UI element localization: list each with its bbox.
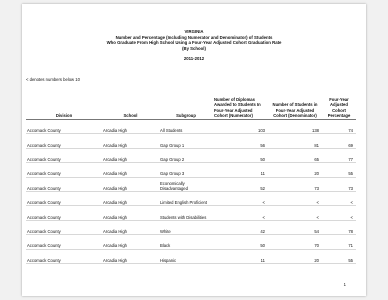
- cell-numerator: <: [213, 206, 268, 220]
- cell-denominator: <: [268, 191, 322, 205]
- cell-school: Arcadia High: [102, 177, 159, 191]
- cell-percentage: <: [322, 191, 356, 205]
- header-row: [26, 84, 356, 120]
- cell-subgroup: Students with Disabilities: [159, 206, 213, 220]
- cell-school: Arcadia High: [102, 148, 159, 162]
- cell-school: Arcadia High: [102, 206, 159, 220]
- cell-numerator: 52: [213, 177, 268, 191]
- cell-subgroup: Hispanic: [159, 249, 213, 263]
- cell-percentage: 77: [322, 148, 356, 162]
- table-row: [26, 191, 356, 205]
- cell-denominator: 20: [268, 249, 322, 263]
- cell-numerator: 50: [213, 148, 268, 162]
- col-numerator: Number of Diplomas Awarded to Students In Four-Year Adjusted Cohort (Numerator): [213, 84, 268, 120]
- cell-denominator: 81: [268, 134, 322, 148]
- cell-numerator: 56: [213, 134, 268, 148]
- table-row: [26, 177, 356, 191]
- cell-division: Accomack County: [26, 220, 102, 234]
- cell-subgroup: Gap Group 1: [159, 134, 213, 148]
- table-row: [26, 206, 356, 220]
- cell-denominator: <: [268, 206, 322, 220]
- title-line-3: Who Graduate From High School Using a Four-Year Adjusted Cohort Graduation Rate: [106, 40, 282, 45]
- cell-school: Arcadia High: [102, 120, 159, 134]
- col-denominator: Number of Students in Four-Year Adjusted Cohort (Denominator): [268, 84, 322, 120]
- cell-denominator: 70: [268, 235, 322, 249]
- cell-numerator: 11: [213, 249, 268, 263]
- table-row: [26, 148, 356, 162]
- cell-division: Accomack County: [26, 120, 102, 134]
- cell-numerator: <: [213, 191, 268, 205]
- cell-percentage: 69: [322, 134, 356, 148]
- title-line-4: (By School): [182, 45, 206, 51]
- table-row: [26, 120, 356, 134]
- cell-subgroup: Black: [159, 235, 213, 249]
- cell-denominator: 138: [268, 120, 322, 134]
- cell-school: Arcadia High: [102, 235, 159, 249]
- cell-numerator: 42: [213, 220, 268, 234]
- cell-division: Accomack County: [26, 191, 102, 205]
- school-year: 2011-2012: [183, 56, 205, 61]
- cell-denominator: 54: [268, 220, 322, 234]
- cell-division: Accomack County: [26, 163, 102, 177]
- table-row: [26, 163, 356, 177]
- cell-school: Arcadia High: [102, 191, 159, 205]
- cell-numerator: 103: [213, 120, 268, 134]
- cell-subgroup: All Students: [159, 120, 213, 134]
- cell-denominator: 65: [268, 148, 322, 162]
- cell-school: Arcadia High: [102, 249, 159, 263]
- cell-percentage: <: [322, 206, 356, 220]
- cell-subgroup: Economically Disadvantaged: [159, 177, 213, 191]
- col-subgroup: Subgroup: [159, 84, 213, 120]
- cell-numerator: 50: [213, 235, 268, 249]
- cell-school: Arcadia High: [102, 134, 159, 148]
- table-row: [26, 249, 356, 263]
- cell-numerator: 11: [213, 163, 268, 177]
- cell-division: Accomack County: [26, 249, 102, 263]
- table-row: [26, 134, 356, 148]
- cell-division: Accomack County: [26, 134, 102, 148]
- graduation-table: [26, 84, 356, 264]
- table-row: [26, 235, 356, 249]
- cell-denominator: 20: [268, 163, 322, 177]
- cell-division: Accomack County: [26, 148, 102, 162]
- cell-division: Accomack County: [26, 235, 102, 249]
- cell-percentage: 74: [322, 120, 356, 134]
- cell-percentage: 55: [322, 163, 356, 177]
- title-state: VIRGINIA: [184, 29, 204, 34]
- cell-percentage: 78: [322, 220, 356, 234]
- cell-denominator: 73: [268, 177, 322, 191]
- document-page: [22, 4, 366, 296]
- page-number: 1: [343, 282, 346, 287]
- table-row: [26, 220, 356, 234]
- title-line-2: Number and Percentage (Including Numerator and Denominator) of Students: [115, 34, 273, 40]
- cell-subgroup: Gap Group 3: [159, 163, 213, 177]
- cell-percentage: 71: [322, 235, 356, 249]
- col-percentage: Four-Year Adjusted Cohort Percentage: [322, 84, 356, 120]
- cell-school: Arcadia High: [102, 163, 159, 177]
- cell-percentage: 55: [322, 249, 356, 263]
- cell-division: Accomack County: [26, 206, 102, 220]
- col-division: Division: [26, 84, 102, 120]
- col-school: School: [102, 84, 159, 120]
- cell-percentage: 73: [322, 177, 356, 191]
- suppression-note: < denotes numbers below 10: [26, 77, 80, 82]
- cell-division: Accomack County: [26, 177, 102, 191]
- cell-school: Arcadia High: [102, 220, 159, 234]
- cell-subgroup: White: [159, 220, 213, 234]
- cell-subgroup: Gap Group 2: [159, 148, 213, 162]
- cell-subgroup: Limited English Proficient: [159, 191, 213, 205]
